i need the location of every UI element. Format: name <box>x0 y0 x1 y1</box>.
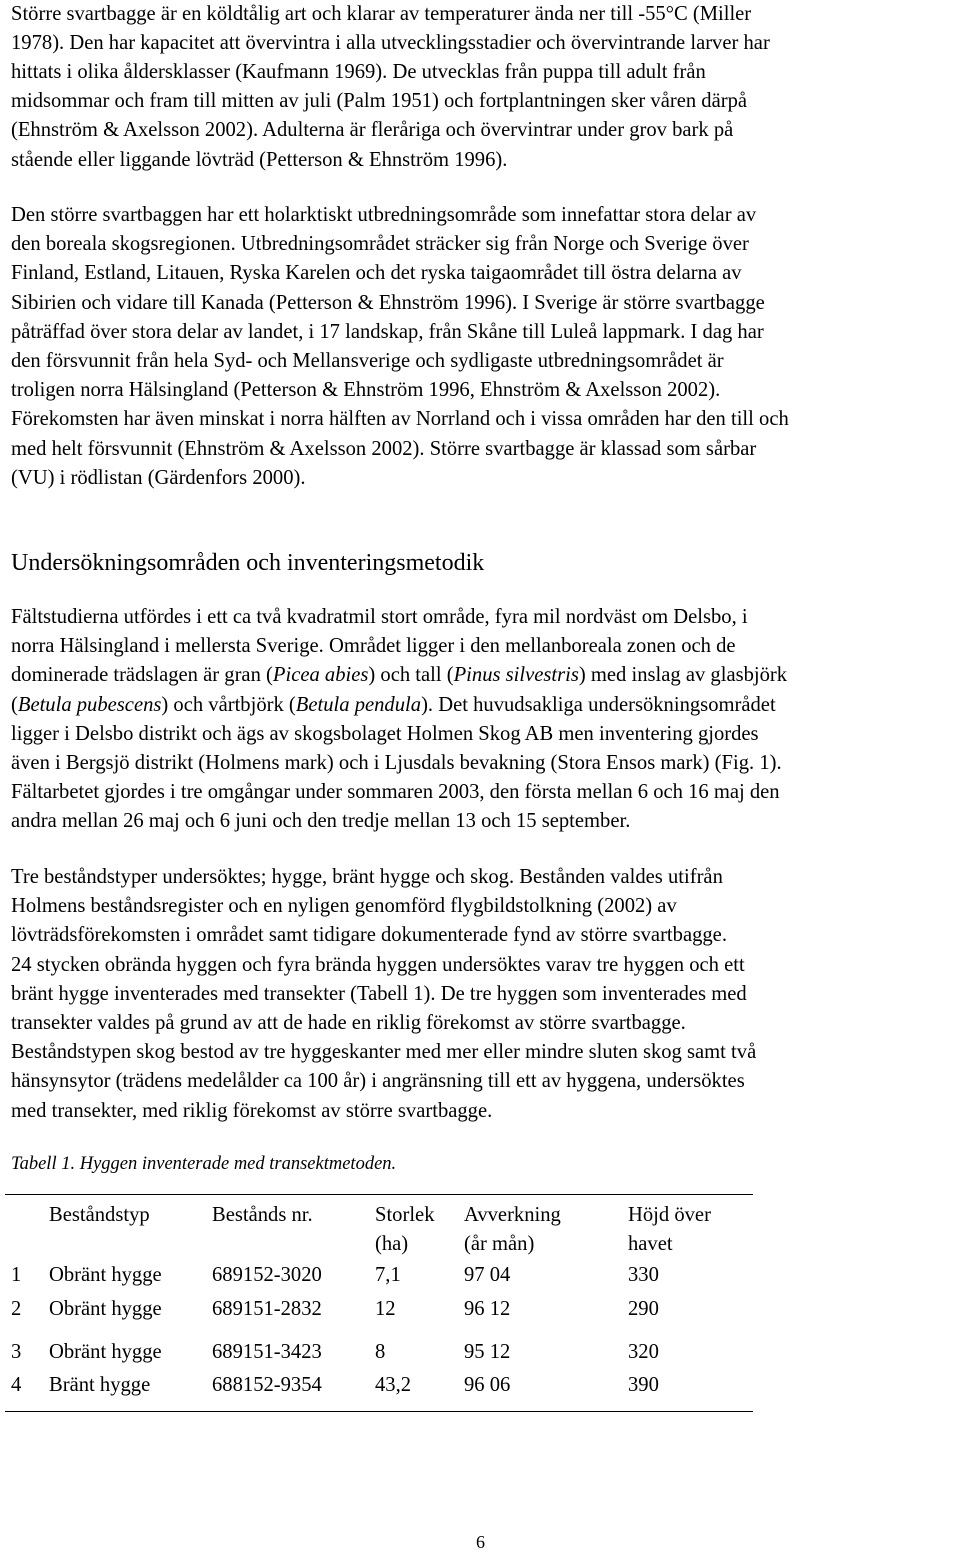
text-line: Sibirien och vidare till Kanada (Petterson & Ehnström 1996). I Sverige är större svartbagge <box>11 291 765 314</box>
paragraph-study-area <box>11 603 956 837</box>
table-cell: 688152-9354 <box>212 1374 322 1396</box>
table-cell: 689151-2832 <box>212 1298 322 1320</box>
text-line: 24 stycken obrända hyggen och fyra brända hyggen undersöktes varav tre hyggen och ett <box>11 953 745 976</box>
table-cell: 689151-3423 <box>212 1341 322 1363</box>
table-cell: 7,1 <box>375 1264 401 1286</box>
text-run: ligger i Delsbo distrikt och ägs av skogsbolaget Holmen Skog AB men inventering gjordes <box>11 722 759 745</box>
text-line <box>11 720 956 749</box>
paragraph-species-biology-intro <box>11 0 956 58</box>
text-line: 1978). Den har kapacitet att övervintra i alla utvecklingsstadier och övervintrande larver har <box>11 32 770 55</box>
text-line <box>11 749 956 778</box>
text-line: Större svartbagge är en köldtålig art och klarar av temperaturer ända ner till -55°C (Miller <box>11 3 752 25</box>
table-header-cell: Storlek <box>375 1204 435 1226</box>
table-cell: 97 04 <box>464 1264 511 1286</box>
text-line <box>11 807 956 836</box>
text-line <box>11 691 956 720</box>
text-line: hittats i olika åldersklasser (Kaufmann 1969). De utvecklas från puppa till adult från <box>11 61 706 83</box>
table-cell: 12 <box>375 1298 396 1320</box>
text-line: (VU) i rödlistan (Gärdenfors 2000). <box>11 466 306 489</box>
table-cell: 390 <box>628 1374 659 1396</box>
text-line: påträffad över stora delar av landet, i 17 landskap, från Skåne till Luleå lappmark. I dag har <box>11 320 764 343</box>
text-line: midsommar och fram till mitten av juli (Palm 1951) och fortplantningen sker våren därpå <box>11 90 748 113</box>
table-cell: Obränt hygge <box>49 1264 162 1286</box>
text-line: hänsynsytor (trädens medelålder ca 100 år) i angränsning till ett av hyggena, undersöktes <box>11 1070 745 1093</box>
table-cell: 8 <box>375 1341 386 1363</box>
table-cell: Obränt hygge <box>49 1298 162 1320</box>
species-name: Pinus silvestris <box>453 664 579 687</box>
text-run: andra mellan 26 maj och 6 juni och den tredje mellan 13 och 15 september. <box>11 810 631 833</box>
table-header-cell: havet <box>628 1233 673 1255</box>
text-run: även i Bergsjö distrikt (Holmens mark) och i Ljusdals bevakning (Stora Ensos mark) (Fig. 1). <box>11 752 782 775</box>
table-cell: 689152-3020 <box>212 1264 322 1286</box>
text-line: transekter valdes på grund av att de hade en riklig förekomst av större svartbagge. <box>11 1012 686 1035</box>
paragraph-stand-types <box>11 863 956 1126</box>
paragraph-species-biology <box>11 58 956 175</box>
species-name: Betula pubescens <box>17 693 162 716</box>
text-line: Den större svartbaggen har ett holarktiskt utbredningsområde som innefattar stora delar av <box>11 204 757 226</box>
section-heading: Undersökningsområden och inventeringsmetodik <box>11 550 485 576</box>
text-line <box>11 661 956 690</box>
table-cell: 1 <box>11 1264 22 1286</box>
table-header-cell: Beståndstyp <box>49 1204 150 1226</box>
text-line: Beståndstypen skog bestod av tre hyggeskanter med mer eller mindre sluten skog samt två <box>11 1041 757 1064</box>
text-run: Fältarbetet gjordes i tre omgångar under sommaren 2003, den första mellan 6 och 16 maj den <box>11 781 780 804</box>
text-run: ). Det huvudsakliga undersökningsområdet <box>421 693 776 716</box>
table-cell: 96 06 <box>464 1374 511 1396</box>
table-cell: 290 <box>628 1298 659 1320</box>
species-name: Betula pendula <box>295 693 422 716</box>
text-line: bränt hygge inventerades med transekter (Tabell 1). De tre hyggen som inventerades med <box>11 982 747 1005</box>
table-cell: 95 12 <box>464 1341 511 1363</box>
table-cell: 3 <box>11 1341 22 1363</box>
table-caption: Tabell 1. Hyggen inventerade med transektmetoden. <box>11 1154 397 1174</box>
table-cell: 43,2 <box>375 1374 412 1396</box>
table-header-cell: (år mån) <box>464 1233 535 1255</box>
text-line: Holmens beståndsregister och en nyligen genomförd flygbildstolkning (2002) av <box>11 895 677 918</box>
text-run: ) med inslag av glasbjörk <box>578 664 788 687</box>
text-run: norra Hälsingland i mellersta Sverige. Området ligger i den mellanboreala zonen och de <box>11 635 736 658</box>
text-line: Finland, Estland, Litauen, Ryska Karelen och det ryska taigaområdet till östra delarna av <box>11 262 742 285</box>
text-line: troligen norra Hälsingland (Petterson & Ehnström 1996, Ehnström & Axelsson 2002). <box>11 379 721 402</box>
text-line: Förekomsten har även minskat i norra hälften av Norrland och i vissa områden har den till och <box>11 408 789 431</box>
table-cell: Obränt hygge <box>49 1341 162 1363</box>
table-cell: 330 <box>628 1264 659 1286</box>
table-header-cell: Avverkning <box>464 1204 561 1226</box>
table-cell: 2 <box>11 1298 22 1320</box>
table-cell: 4 <box>11 1374 22 1396</box>
table-header-cell: (ha) <box>375 1233 409 1255</box>
text-line: stående eller liggande lövträd (Petterson & Ehnström 1996). <box>11 148 508 171</box>
table-header-cell: Bestånds nr. <box>212 1204 313 1226</box>
text-line: (Ehnström & Axelsson 2002). Adulterna är fleråriga och övervintrar under grov bark på <box>11 119 734 142</box>
text-line: lövträdsförekomsten i området samt tidigare dokumenterade fynd av större svartbagge. <box>11 924 727 947</box>
text-line: den försvunnit från hela Syd- och Mellansverige och sydligaste utbredningsområdet är <box>11 350 724 373</box>
table-cell: 96 12 <box>464 1298 511 1320</box>
text-run: ) och vårtbjörk ( <box>161 693 296 716</box>
table-header-cell: Höjd över <box>628 1204 711 1226</box>
text-line <box>11 632 956 661</box>
text-run: Fältstudierna utfördes i ett ca två kvadratmil stort område, fyra mil nordväst om Delsbo, i <box>11 606 748 628</box>
text-line: med helt försvunnit (Ehnström & Axelsson 2002). Större svartbagge är klassad som sårbar <box>11 437 757 460</box>
table-cell: Bränt hygge <box>49 1374 151 1396</box>
species-name: Picea abies <box>272 664 369 687</box>
text-run: dominerade trädslagen är gran ( <box>11 664 273 687</box>
table-top-rule <box>5 1194 753 1195</box>
text-line: den boreala skogsregionen. Utbredningsområdet sträcker sig från Norge och Sverige över <box>11 233 749 256</box>
table-bottom-rule <box>5 1411 753 1412</box>
text-line: Tre beståndstyper undersöktes; hygge, bränt hygge och skog. Bestånden valdes utifrån <box>11 866 723 888</box>
text-run: ) och tall ( <box>368 664 454 687</box>
table-cell: 320 <box>628 1341 659 1363</box>
page-number: 6 <box>476 1532 485 1552</box>
text-line <box>11 778 956 807</box>
paragraph-distribution <box>11 201 956 493</box>
text-line: med transekter, med riklig förekomst av större svartbagge. <box>11 1099 493 1122</box>
text-run: ( <box>11 693 18 716</box>
text-line <box>11 603 956 632</box>
